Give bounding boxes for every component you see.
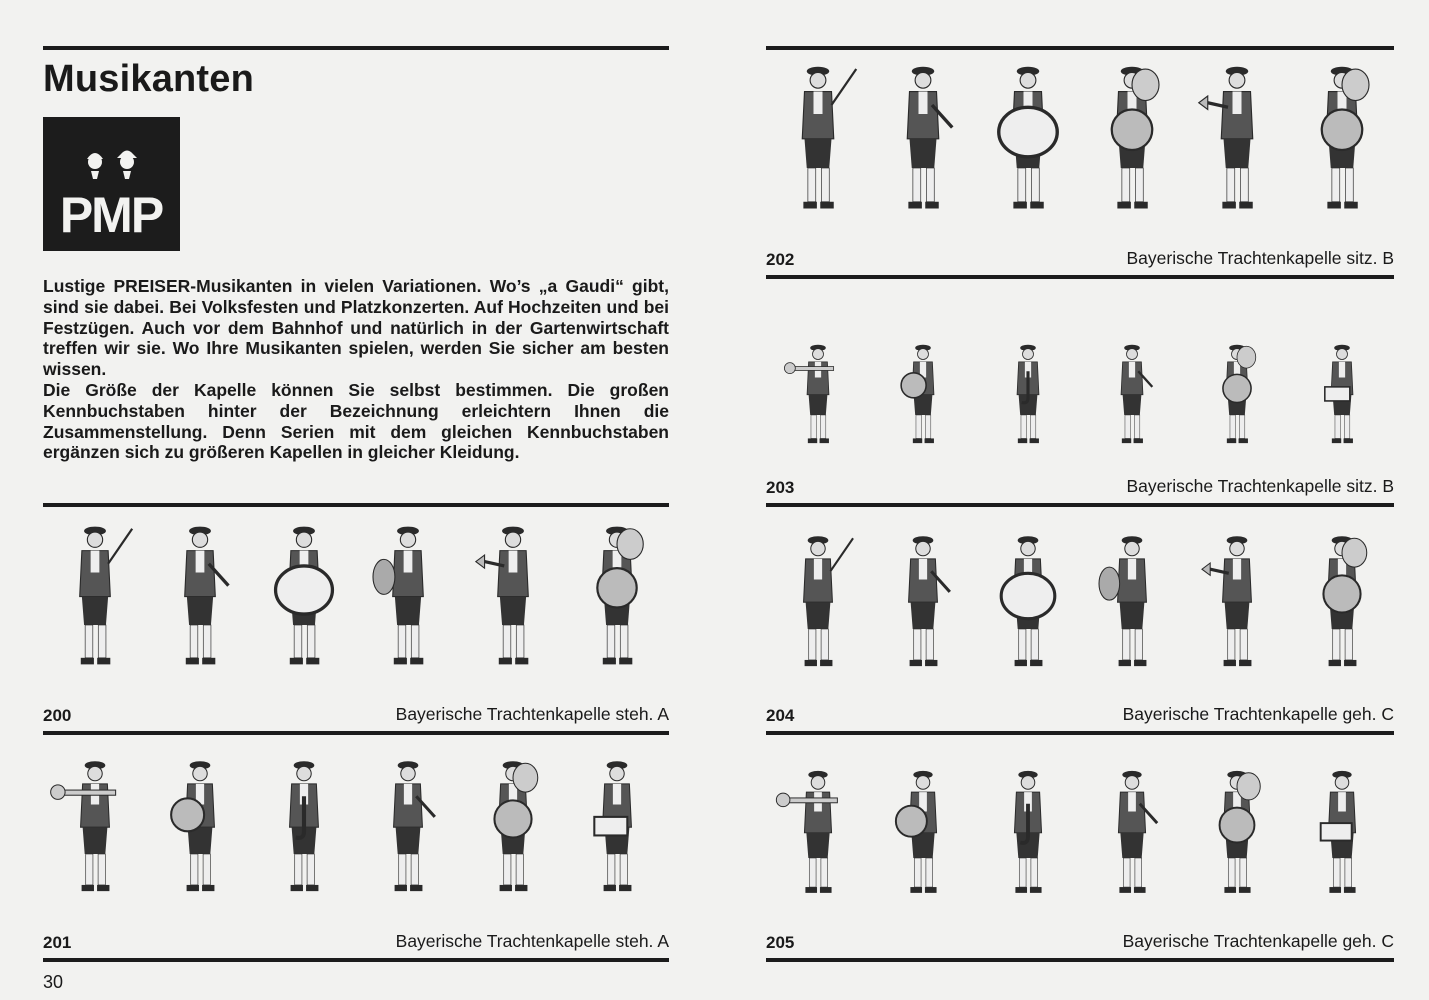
musician-figure-saxophone-icon <box>983 765 1073 920</box>
product-section-205 <box>766 0 1394 970</box>
intro-paragraph: Lustige PREISER-Musikanten in vielen Variationen. Wo’s „a Gaudi“ gibt, sind sie dabei. Bei Volksfesten und Platzkonzerten. Auf Hochzeiten und bei Festzügen. Auch vor dem Bahnhof und natürlich in der Gartenwirtschaft treffen wir sie. Wo Ihre Musikanten spielen, werden Sie sicher am besten wissen. <box>43 276 669 380</box>
musician-figure-tuba-icon <box>468 755 558 920</box>
item-number: 200 <box>43 706 72 725</box>
musician-figure-trombone-icon <box>773 765 863 920</box>
page-title: Musikanten <box>43 58 255 100</box>
logo-text: PMP <box>59 187 163 243</box>
item-number: 204 <box>766 706 795 725</box>
product-section-201 <box>43 0 669 970</box>
musician-figure-horn-icon <box>878 765 968 920</box>
item-caption: Bayerische Trachtenkapelle sitz. B <box>1126 248 1394 268</box>
page-number: 30 <box>43 972 64 992</box>
musician-figure-snare-drum-icon <box>572 755 662 920</box>
item-number: 203 <box>766 478 795 497</box>
item-caption: Bayerische Trachtenkapelle geh. C <box>1122 704 1394 724</box>
musician-figure-snare-drum-icon <box>1297 765 1387 920</box>
item-caption: Bayerische Trachtenkapelle steh. A <box>395 704 669 724</box>
intro-paragraph: Die Größe der Kapelle können Sie selbst bestimmen. Die großen Kennbuchstaben hinter der Bezeichnung erleichtern Ihnen die Zusammenstellung. Denn Serien mit dem gleichen Kennbuchstaben ergänzen sich zu größeren Kapellen in gleicher Kleidung. <box>43 379 669 463</box>
musician-figure-clarinet-icon <box>1087 765 1177 920</box>
musician-figure-clarinet-icon <box>363 755 453 920</box>
item-caption: Bayerische Trachtenkapelle geh. C <box>1122 931 1394 951</box>
section-rule <box>43 958 669 962</box>
section-rule <box>766 958 1394 962</box>
musician-figure-saxophone-icon <box>259 755 349 920</box>
figure-row <box>766 765 1394 920</box>
item-number: 201 <box>43 933 72 952</box>
item-number: 202 <box>766 250 795 269</box>
item-caption: Bayerische Trachtenkapelle sitz. B <box>1126 476 1394 496</box>
item-caption: Bayerische Trachtenkapelle steh. A <box>395 931 669 951</box>
musician-figure-trombone-icon <box>50 755 140 920</box>
figure-row <box>43 755 669 920</box>
item-number: 205 <box>766 933 795 952</box>
musician-figure-horn-icon <box>155 755 245 920</box>
musician-figure-tuba-icon <box>1192 765 1282 920</box>
